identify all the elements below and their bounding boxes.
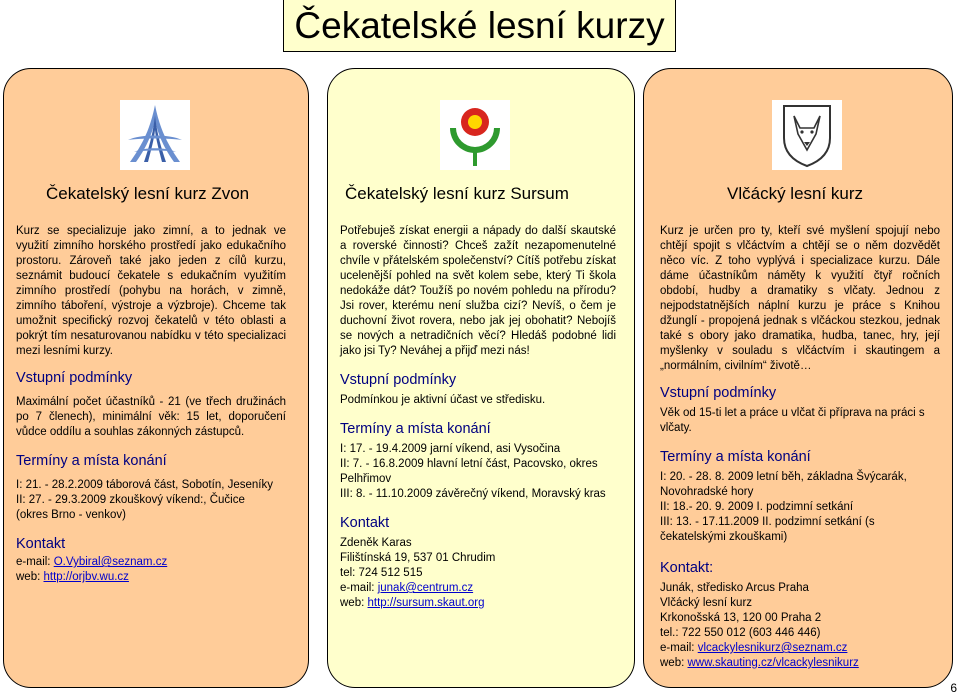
zvon-req-text: Maximální počet účastníků - 21 (ve třech družinách po 7 členech), minimální věk: 15 let, doporučení vůdce oddílu a souhlas zákonných zástupců.: [16, 396, 286, 438]
sursum-email-label: e-mail:: [340, 582, 378, 594]
sursum-web-label: web:: [340, 597, 368, 609]
sursum-date-1: I: 17. - 19.4.2009 jarní víkend, asi Vysočina: [340, 443, 561, 455]
zvon-web-label: web:: [16, 571, 44, 583]
zvon-date-1: I: 21. - 28.2.2009 táborová část, Sobotín, Jeseníky: [16, 479, 273, 491]
vlcacky-web-line: [660, 656, 940, 671]
vlcacky-title: Vlčácký lesní kurz: [727, 184, 864, 203]
sursum-contact-heading: Kontakt: [340, 515, 390, 531]
zvon-contact-heading: Kontakt: [16, 536, 66, 552]
sursum-email-link[interactable]: junak@centrum.cz: [377, 582, 474, 594]
zvon-dates-heading: Termíny a místa konání: [16, 453, 167, 469]
zvon-date-3: (okres Brno - venkov): [16, 509, 126, 521]
vlcacky-intro: Kurz je určen pro ty, kteří své myšlení spojují nebo chtějí spojit s vlčáctvím a chtějí se o něm dozvědět něco víc. Z toho vyplývá i specializace kurzu. Dále dáme účastníkům náměty k využití čtyř ročních období, hudby a dramatiky s vlčaty. Jednou z nejpodstatnějších náplní kurzu je práce s Knihou džunglí - propojená jednak s vlčáckou stezkou, jednak také s obory jako dramatika, hudba, tanec, hry, její myšlenky v souladu s vlčáctvím i skautingem a „normálním, civilním“ životě…: [660, 225, 940, 372]
vlcacky-contact-org: Junák, středisko Arcus Praha: [660, 582, 809, 594]
zvon-title: Čekatelský lesní kurz Zvon: [46, 184, 250, 203]
vlcacky-contact-course: Vlčácký lesní kurz: [660, 597, 753, 609]
vlcacky-contact-address: Krkonošská 13, 120 00 Praha 2: [660, 612, 822, 624]
sursum-date-2: II: 7. - 16.8.2009 hlavní letní část, Pacovsko, okres Pelhřimov: [340, 458, 598, 485]
zvon-intro: Kurz se specializuje jako zimní, a to jednak ve využití zimního horského prostředí jako edukačního prostoru. Zároveň také jako jeden z cílů kurzu, seznámit budoucí čekatele s edukačním využitím zimního prostředí (pohybu na horách, v zimně, zimního táboření, výstroje a výzbroje). Chceme tak umožnit specifický rozvoj čekatelů v této oblasti a pokrýt tím nesaturovanou nabídku v této specializaci mezi lesními kurzy.: [16, 225, 286, 357]
vlcacky-date-1: I: 20. - 28. 8. 2009 letní běh, základna Švýcarák, Novohradské hory: [660, 471, 907, 498]
vlcacky-web-link[interactable]: www.skauting.cz/vlcackylesnikurz: [687, 657, 859, 669]
wolf-logo-icon: [772, 100, 842, 170]
zvon-content: [16, 224, 286, 585]
sursum-logo-icon: [440, 100, 510, 170]
vlcacky-email-label: e-mail:: [660, 642, 698, 654]
sursum-intro: Potřebuješ získat energii a nápady do další skautské a roverské činnosti? Chceš zažít nezapomenutelné chvíle v přátelském společenství? Cítíš potřebu získat ucelenější pohled na svět kolem sebe, který Ti škola nedokáže dát? Toužíš po novém pohledu na přírodu? Jsi rover, kterému není služba cizí? Nevíš, o čem je duchovní život rovera, nebo jak jej obohatit? Nebojíš se nových a netradičních věcí? Hledáš podobné lidi jako jsi Ty? Neváhej a přijď mezi nás!: [340, 225, 616, 357]
vlcacky-date-3: III: 13. - 17.11.2009 II. podzimní setkání (s čekatelskými zkouškami): [660, 516, 875, 543]
page-title: Čekatelské lesní kurzy: [283, 0, 676, 52]
page-number: 6: [950, 681, 957, 695]
zvon-email-line: [16, 555, 286, 570]
zvon-email-label: e-mail:: [16, 556, 54, 568]
zvon-date-2: II: 27. - 29.3.2009 zkouškový víkend:, Čučice: [16, 494, 245, 506]
zvon-web-link[interactable]: http://orjbv.wu.cz: [43, 571, 129, 583]
sursum-req-text: Podmínkou je aktivní účast ve středisku.: [340, 394, 546, 406]
vlcacky-email-link[interactable]: vlcackylesnikurz@seznam.cz: [697, 642, 848, 654]
zvon-logo-icon: [120, 100, 190, 170]
sursum-web-link[interactable]: http://sursum.skaut.org: [367, 597, 485, 609]
sursum-req-heading: Vstupní podmínky: [340, 372, 457, 388]
vlcacky-content: [660, 224, 940, 671]
sursum-contact-name: Zdeněk Karas: [340, 537, 412, 549]
sursum-email-line: [340, 581, 616, 596]
vlcacky-dates-heading: Termíny a místa konání: [660, 449, 811, 465]
sursum-web-line: [340, 596, 616, 611]
vlcacky-web-label: web:: [660, 657, 688, 669]
vlcacky-date-2: II: 18.- 20. 9. 2009 I. podzimní setkání: [660, 501, 854, 513]
zvon-web-line: [16, 570, 286, 585]
zvon-req-heading: Vstupní podmínky: [16, 370, 133, 386]
vlcacky-req-heading: Vstupní podmínky: [660, 385, 777, 401]
sursum-date-3: III: 8. - 11.10.2009 závěrečný víkend, Moravský kras: [340, 488, 606, 500]
vlcacky-req-text: Věk od 15-ti let a práce u vlčat či příprava na práci s vlčaty.: [660, 407, 925, 434]
sursum-dates-heading: Termíny a místa konání: [340, 421, 491, 437]
sursum-contact-address: Filištínská 19, 537 01 Chrudim: [340, 552, 496, 564]
vlcacky-email-line: [660, 641, 940, 656]
vlcacky-contact-phone: tel.: 722 550 012 (603 446 446): [660, 627, 821, 639]
sursum-title: Čekatelský lesní kurz Sursum: [345, 184, 569, 203]
vlcacky-contact-heading: Kontakt:: [660, 560, 714, 576]
sursum-content: [340, 224, 616, 611]
zvon-email-link[interactable]: O.Vybiral@seznam.cz: [53, 556, 168, 568]
sursum-contact-phone: tel: 724 512 515: [340, 567, 423, 579]
